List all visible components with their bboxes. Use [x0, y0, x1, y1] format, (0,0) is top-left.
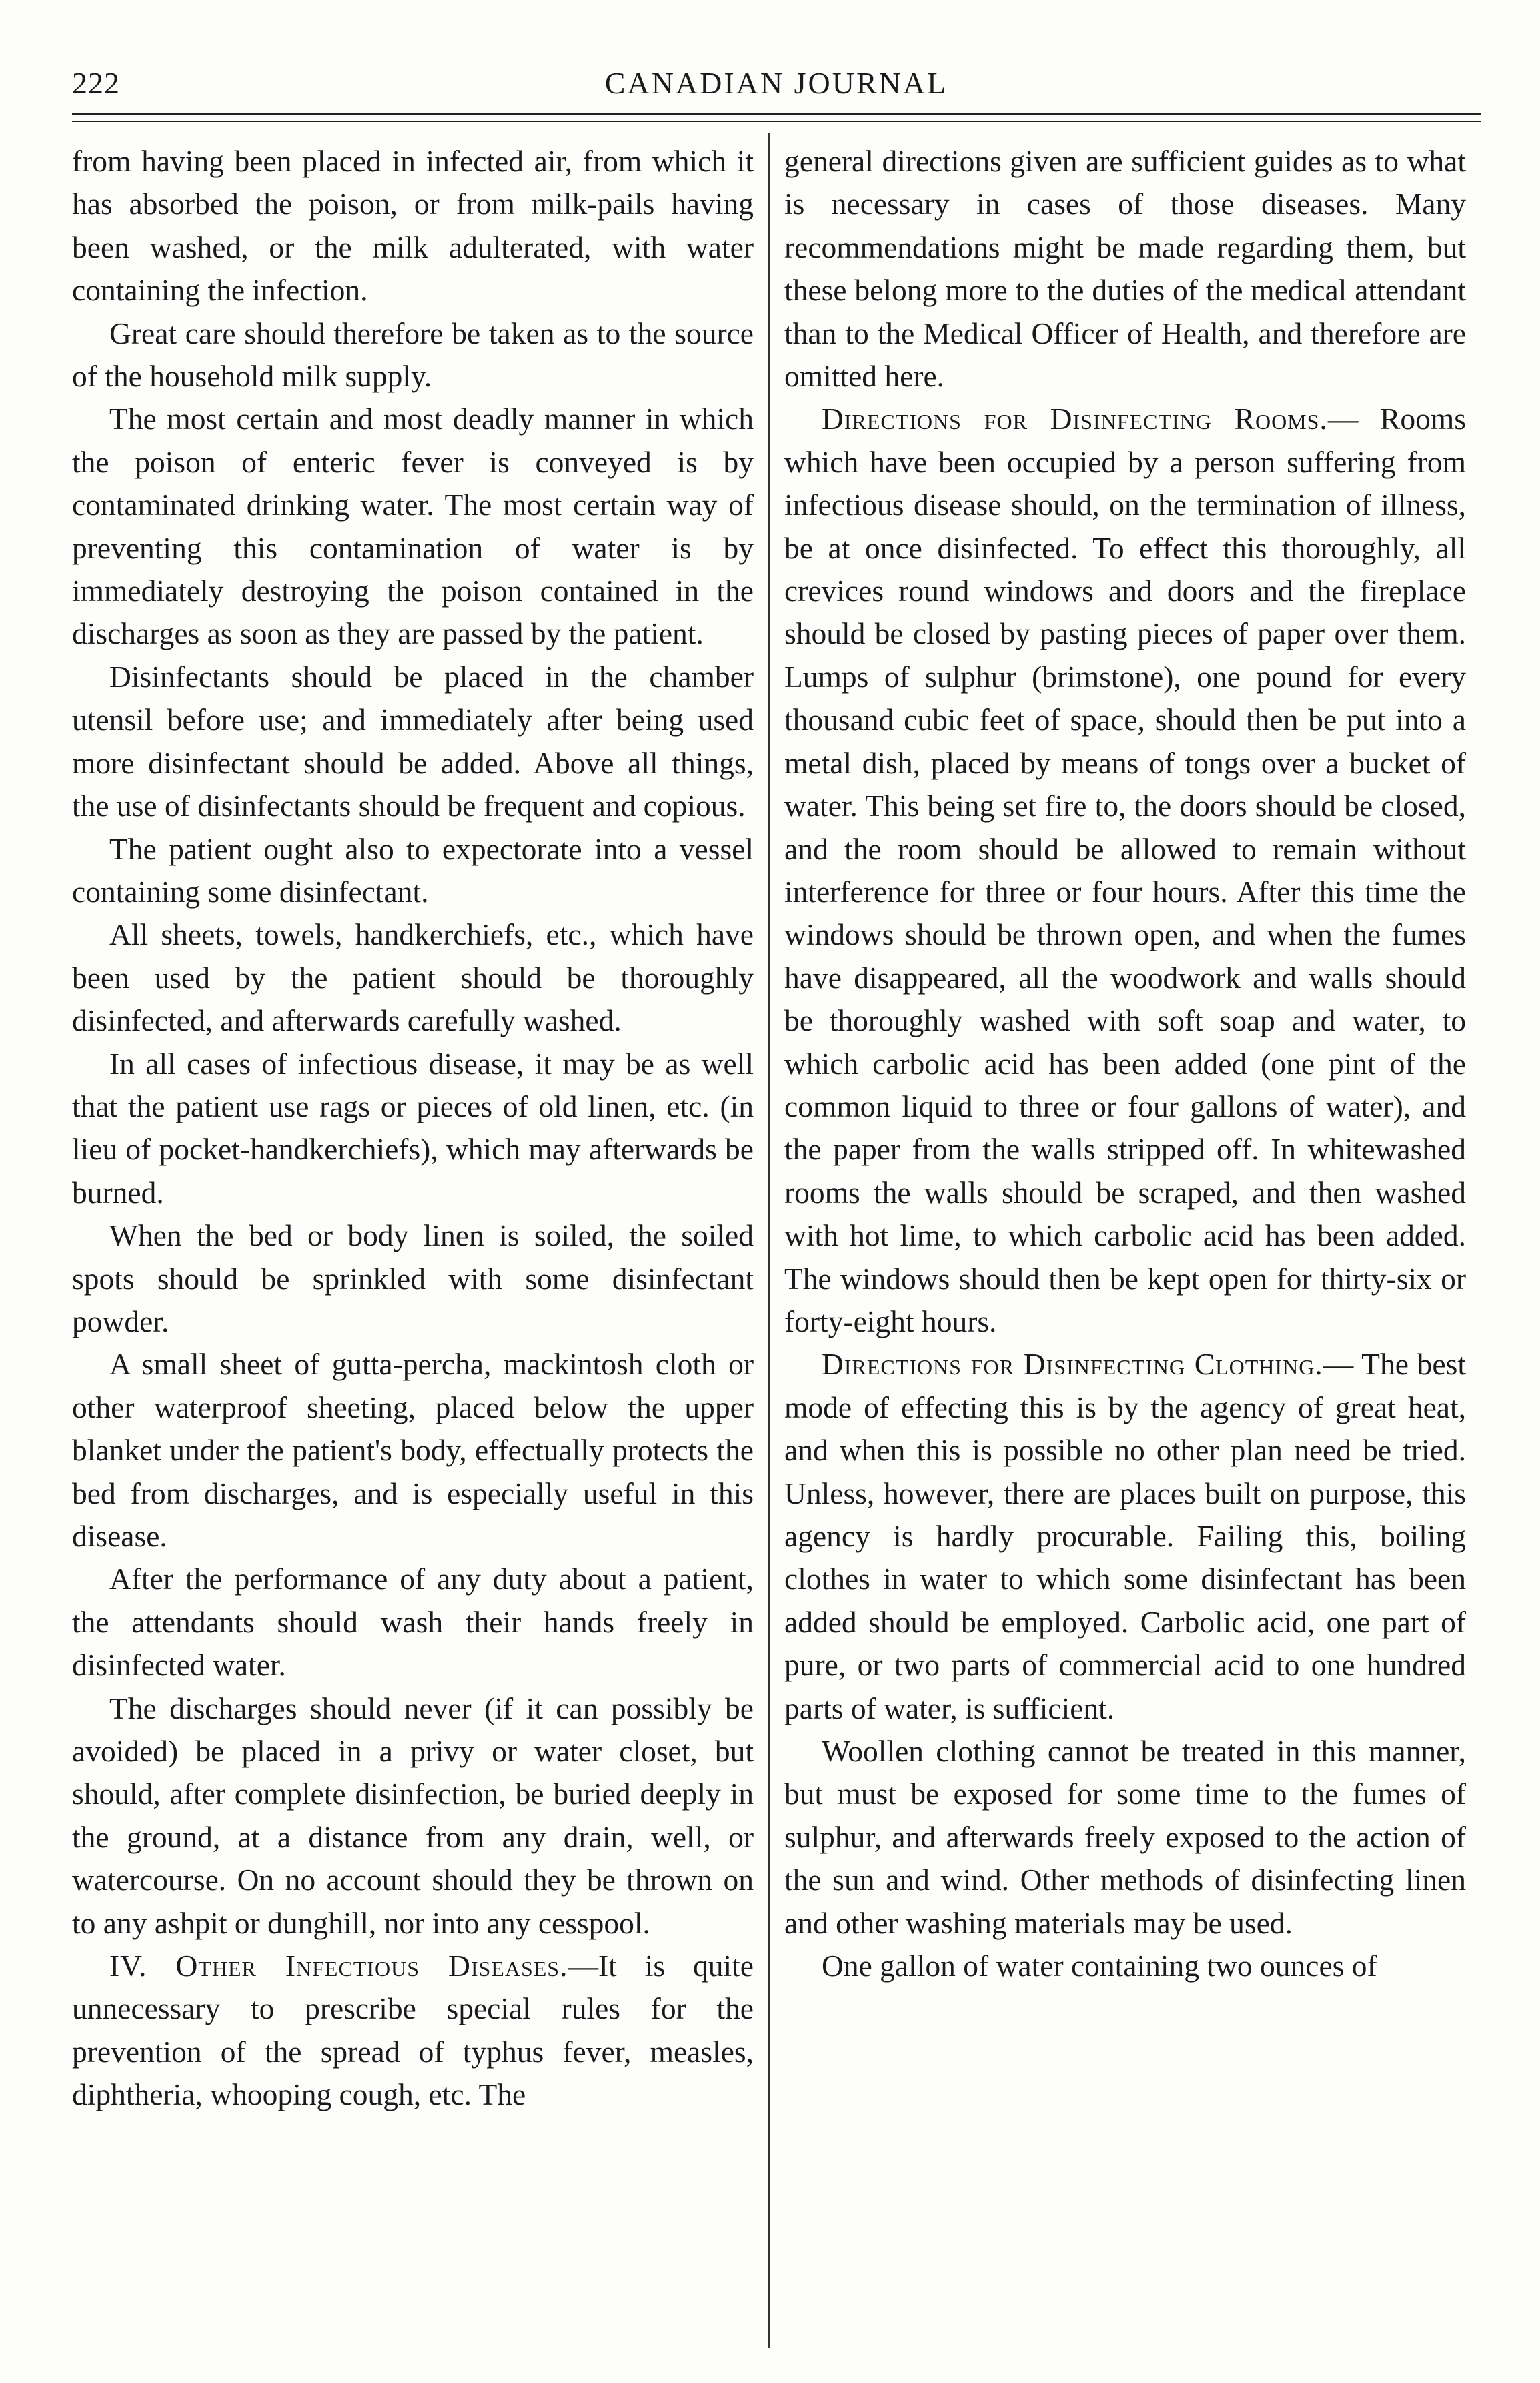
- paragraph: One gallon of water containing two ounces of: [822, 1949, 1377, 1983]
- column-divider: [768, 133, 770, 2348]
- paragraph: The most certain and most deadly manner in which the poison of enteric fever is conveyed is by contaminated drinking water. The most certain way of preventing this contamination of water is by immediately destroying the poison contained in the discharges as soon as they are passed by the patient.: [72, 402, 754, 651]
- header-rule-top: [72, 113, 1481, 115]
- section-heading: Directions for Disinfecting Rooms.: [822, 402, 1328, 436]
- paragraph: Great care should therefore be taken as to the source of the household milk supply.: [72, 316, 754, 394]
- header-rule-bottom: [72, 121, 1481, 122]
- paragraph: A small sheet of gutta-percha, mackintosh cloth or other waterproof sheeting, placed below the upper blanket under the patient's body, effectually protects the bed from discharges, and is especially useful in this disease.: [72, 1347, 754, 1553]
- paragraph: When the bed or body linen is soiled, the soiled spots should be sprinkled with some disinfectant powder.: [72, 1218, 754, 1338]
- left-column: [72, 140, 754, 2117]
- journal-title: CANADIAN JOURNAL: [604, 66, 948, 100]
- section-iv: [72, 1945, 754, 2117]
- section-text: —It is quite unnecessary to prescribe special rules for the prevention of the spread of typhus fever, measles, diphtheria, whooping cough, etc. The: [72, 1949, 754, 2112]
- paragraph: Woollen clothing cannot be treated in this manner, but must be exposed for some time to the fumes of sulphur, and afterwards freely exposed to the action of the sun and wind. Other methods of disinfecting linen and other washing materials may be used.: [784, 1734, 1466, 1940]
- page-header: [72, 59, 1481, 105]
- paragraph: After the performance of any duty about a patient, the attendants should wash their hands freely in disinfected water.: [72, 1562, 754, 1683]
- paragraph: from having been placed in infected air, from which it has absorbed the poison, or from milk-pails having been washed, or the milk adulterated, with water containing the infection.: [72, 144, 754, 308]
- section-heading: IV. Other Infectious Diseases.: [109, 1949, 568, 1983]
- paragraph: general directions given are sufficient guides as to what is necessary in cases of those diseases. Many recommendations might be made regarding them, but these belong more to the duties of the medical attendant than to the Medical Officer of Health, and therefore are omitted here.: [784, 144, 1466, 394]
- paragraph: The discharges should never (if it can possibly be avoided) be placed in a privy or water closet, but should, after complete disinfection, be buried deeply in the ground, at a distance from any drain, well, or watercourse. On no account should they be thrown on to any ashpit or dunghill, nor into any cesspool.: [72, 1691, 754, 1940]
- right-column: [784, 140, 1466, 1987]
- paragraph: Disinfectants should be placed in the chamber utensil before use; and immediately after being used more disinfectant should be added. Above all things, the use of disinfectants should be frequent and copious.: [72, 659, 754, 823]
- paragraph: The patient ought also to expectorate into a vessel containing some disinfectant.: [72, 831, 754, 909]
- section-clothing: [784, 1343, 1466, 1730]
- paragraph: In all cases of infectious disease, it may be as well that the patient use rags or pieces of old linen, etc. (in lieu of pocket-handkerchiefs), which may afterwards be burned.: [72, 1046, 754, 1210]
- paragraph: All sheets, towels, handkerchiefs, etc., which have been used by the patient should be thoroughly disinfected, and afterwards carefully washed.: [72, 917, 754, 1038]
- section-text: — Rooms which have been occupied by a person suffering from infectious disease should, on the termination of illness, be at once disinfected. To effect this thoroughly, all crevices round windows and doors and the fireplace should be closed by pasting pieces of paper over them. Lumps of sulphur (brimstone), one pound for every thousand cubic feet of space, should then be put into a metal dish, placed by means of tongs over a bucket of water. This being set fire to, the doors should be closed, and the room should be allowed to remain without interference for three or four hours. After this time the windows should be thrown open, and when the fumes have disappeared, all the woodwork and walls should be thoroughly washed with soft soap and water, to which carbolic acid has been added (one pint of the common liquid to three or four gallons of water), and the paper from the walls stripped off. In whitewashed rooms the walls should be scraped, and then washed with hot lime, to which carbolic acid has been added. The windows should then be kept open for thirty-six or forty-eight hours.: [784, 402, 1466, 1338]
- section-heading: Directions for Disinfecting Clothing.: [822, 1347, 1323, 1382]
- section-text: — The best mode of effecting this is by the agency of great heat, and when this is possible no other plan need be tried. Unless, however, there are places built on purpose, this agency is hardly procurable. Failing this, boiling clothes in water to which some disinfectant has been added should be employed. Carbolic acid, one part of pure, or two parts of commercial acid to one hundred parts of water, is sufficient.: [784, 1347, 1466, 1725]
- page-number: 222: [72, 66, 120, 100]
- section-rooms: [784, 398, 1466, 1343]
